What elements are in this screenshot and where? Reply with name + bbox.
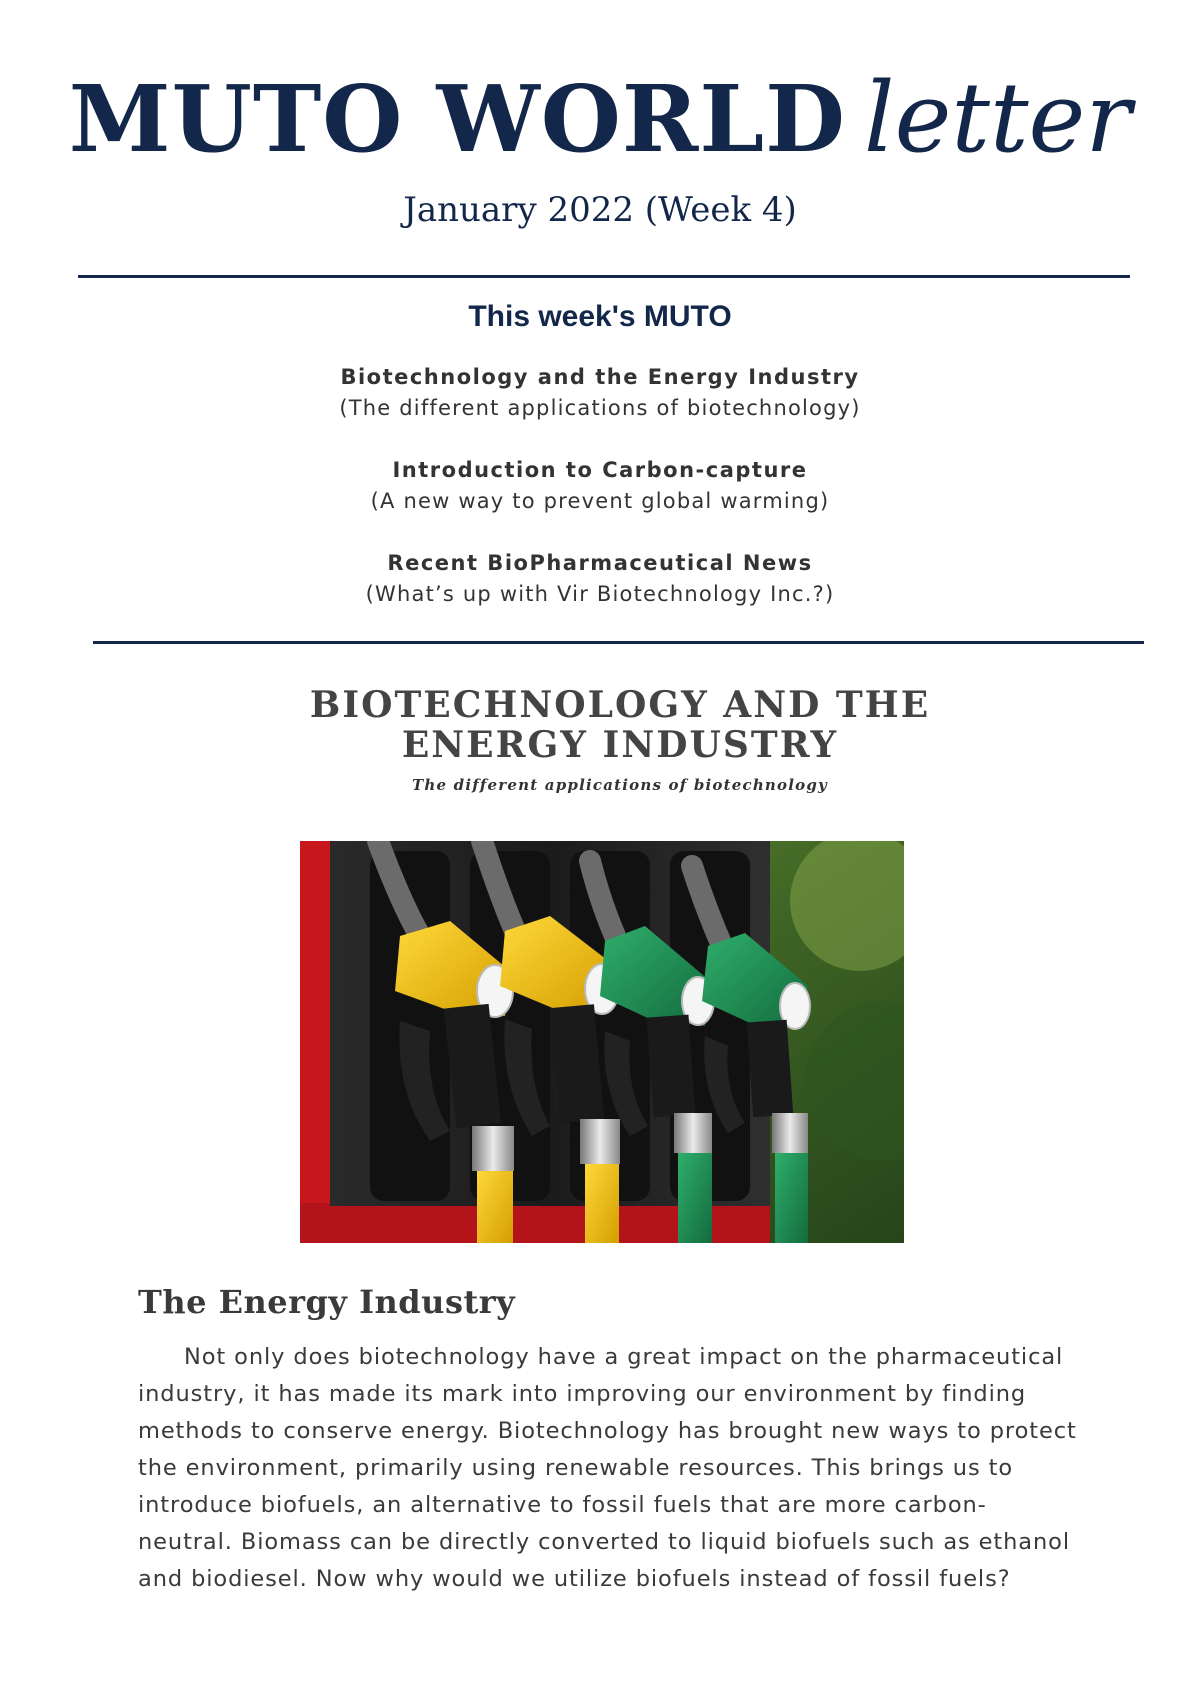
bottom-divider bbox=[93, 641, 1144, 644]
toc-item-title: Biotechnology and the Energy Industry bbox=[340, 365, 860, 389]
article-title-line: BIOTECHNOLOGY AND THE bbox=[309, 684, 931, 726]
article-subtitle: The different applications of biotechnology bbox=[412, 776, 828, 794]
toc-item-subtitle: (A new way to prevent global warming) bbox=[370, 489, 830, 513]
toc-item-subtitle: (The different applications of biotechnology) bbox=[339, 396, 861, 420]
masthead-script: letter bbox=[863, 62, 1132, 174]
newsletter-masthead bbox=[0, 62, 1200, 174]
toc-item-title: Recent BioPharmaceutical News bbox=[387, 551, 813, 575]
toc-item-subtitle: (What’s up with Vir Biotechnology Inc.?) bbox=[365, 582, 835, 606]
toc-heading: This week's MUTO bbox=[468, 300, 732, 333]
masthead-brand: MUTO WORLD bbox=[68, 65, 846, 173]
section-heading: The Energy Industry bbox=[138, 1283, 516, 1321]
toc-item-title: Introduction to Carbon-capture bbox=[392, 458, 808, 482]
fuel-pump-nozzles-photo bbox=[300, 841, 904, 1243]
table-of-contents bbox=[0, 362, 1200, 641]
toc-item bbox=[0, 455, 1200, 548]
article-body-text: Not only does biotechnology have a great impact on the pharmaceutical industry, it has made its mark into improving our environment by finding methods to conserve energy. Biotechnology has brought new ways to protect the environment, primarily using renewable resources. This brings us to introduce biofuels, an alternative to fossil fuels that are more carbon-neutral. Biomass can be directly converted to liquid biofuels such as ethanol and biodiesel. Now why would we utilize biofuels instead of fossil fuels? bbox=[138, 1344, 1077, 1592]
article-title-line: ENERGY INDUSTRY bbox=[401, 724, 839, 766]
issue-date: January 2022 (Week 4) bbox=[403, 190, 797, 230]
article-title bbox=[0, 685, 1200, 765]
toc-item bbox=[0, 548, 1200, 641]
article-body bbox=[138, 1339, 1078, 1598]
toc-item bbox=[0, 362, 1200, 455]
top-divider bbox=[78, 275, 1130, 278]
